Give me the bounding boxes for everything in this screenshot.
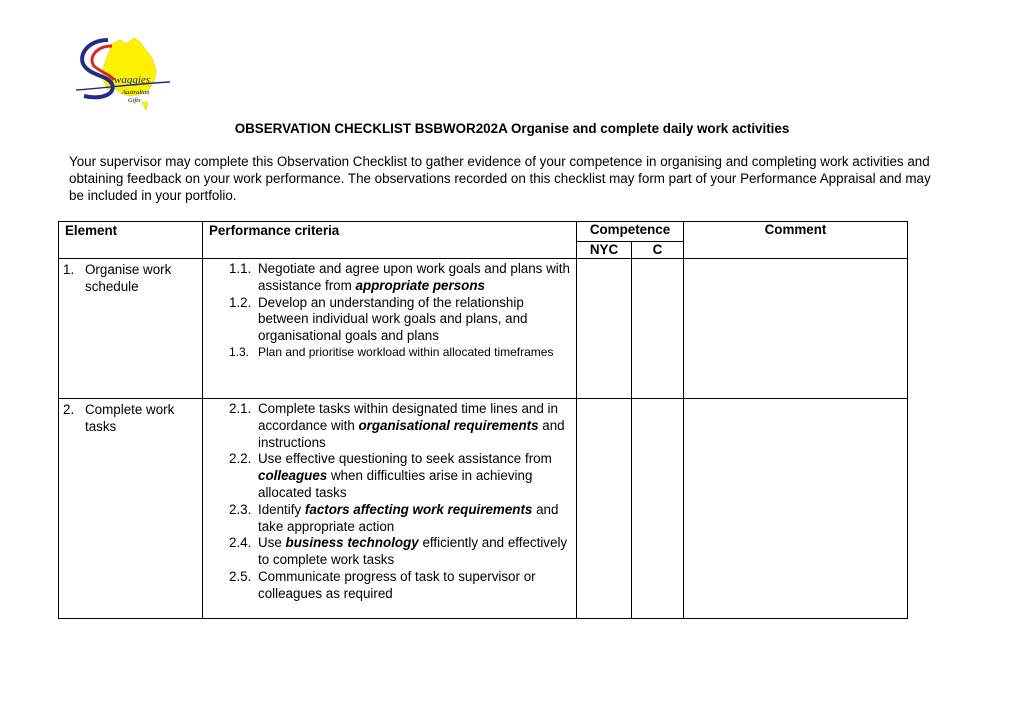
criterion-item [229,502,572,536]
element-cell [59,259,203,399]
logo-sub-text-1: Australian [122,89,150,96]
criterion-text: Use effective questioning to seek assistance from [258,451,552,467]
swaggies-logo [74,36,174,116]
nyc-cell[interactable] [577,399,632,619]
criterion-emphasis: factors affecting work requirements [304,501,533,517]
element-number: 2. [63,402,75,417]
header-element: Element [59,222,203,259]
intro-paragraph: Your supervisor may complete this Observation Checklist to gather evidence of your competence in organising and completing work activities and obtaining feedback on your work performance. The observations recorded on this checklist may form part of your Performance Appraisal and may be included in your portfolio. [69,154,931,203]
criterion-emphasis: organisational requirements [358,417,539,433]
criterion-text: Identify [258,501,305,517]
criterion-number: 2.5. [229,568,252,584]
criterion-emphasis: colleagues [258,468,328,484]
criterion-text: Develop an understanding of the relationship between individual work goals and plans, and organisational goals and plans [258,294,528,344]
comment-cell[interactable] [684,259,908,399]
criteria-cell [203,259,577,399]
header-competence: Competence [577,222,684,242]
header-comment: Comment [684,222,908,259]
nyc-cell[interactable] [577,259,632,399]
criterion-number: 2.3. [229,501,252,517]
criterion-text: Negotiate and agree upon work goals and plans with assistance from [258,261,570,293]
criterion-text: Complete tasks within designated time lines and in accordance with [258,401,558,433]
criterion-number: 2.1. [229,401,252,416]
criterion-item [229,345,572,360]
header-c: C [632,242,684,259]
criterion-number: 1.2. [229,294,252,310]
table-row [59,259,908,399]
criterion-item [229,295,572,345]
c-cell[interactable] [632,259,684,399]
criterion-emphasis: business technology [285,535,419,551]
criterion-item [229,261,572,295]
observation-checklist-table [58,221,908,619]
header-performance-criteria: Performance criteria [203,222,577,259]
element-cell [59,399,203,619]
criterion-text: Plan and prioritise workload within allocated timeframes [258,344,554,359]
criterion-item [229,451,572,501]
element-text: Complete work tasks [85,402,175,434]
table-row [59,399,908,619]
criterion-item [229,535,572,569]
element-text: Organise work schedule [85,262,172,294]
logo-sub-text-2: Gifts [128,97,141,104]
element-number: 1. [63,262,75,277]
criterion-text-end: and instructions [258,417,565,450]
criterion-item [229,569,572,603]
criterion-number: 1.1. [229,261,252,276]
logo-main-text: waggies [114,74,151,86]
criterion-text-end: when difficulties arise in achieving allocated tasks [258,468,533,500]
criterion-number: 1.3. [229,344,250,359]
criterion-number: 2.4. [229,535,252,551]
comment-cell[interactable] [684,399,908,619]
criterion-item [229,401,572,451]
page-title: OBSERVATION CHECKLIST BSBWOR202A Organise and complete daily work activities [234,121,790,136]
header-nyc: NYC [577,242,632,259]
criterion-text-end: and take appropriate action [258,501,559,534]
criterion-text: Communicate progress of task to supervisor or colleagues as required [258,568,536,601]
criteria-cell [203,399,577,619]
criterion-text-end: efficiently and effectively to complete work tasks [258,535,568,568]
c-cell[interactable] [632,399,684,619]
criterion-number: 2.2. [229,451,252,467]
criterion-text: Use [258,535,286,551]
criterion-emphasis: appropriate persons [355,277,485,293]
